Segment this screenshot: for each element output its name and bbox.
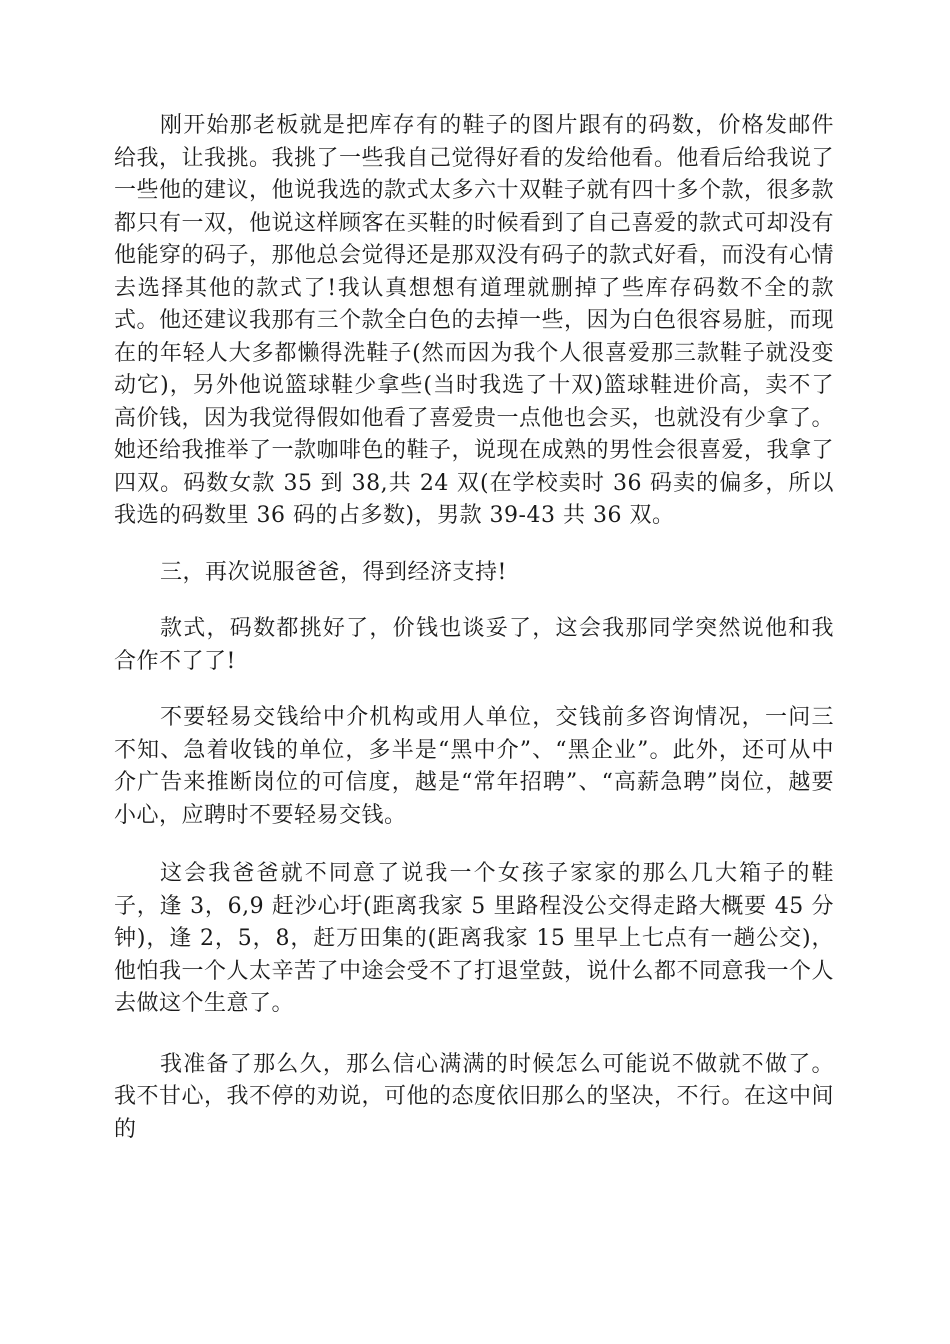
paragraph-father-disagrees: 这会我爸爸就不同意了说我一个女孩子家家的那么几大箱子的鞋子，逢 3，6,9 赶沙心圩(距离我家 5 里路程没公交得走路大概要 45 分钟)，逢 2，5，8，赶万田集的(距离我家 15 里早上七点有一趟公交)，他怕我一个人太辛苦了中途会受不了打退堂鼓，说什么都不同意我一个人去做这个生意了。 [114, 861, 835, 1016]
section-heading: 三，再次说服爸爸，得到经济支持! [160, 559, 507, 585]
paragraph-partner-quit: 款式，码数都挑好了，价钱也谈妥了，这会我那同学突然说他和我合作不了了! [114, 616, 834, 674]
document-body [114, 110, 834, 1146]
paragraph-persistence: 我准备了那么久，那么信心满满的时候怎么可能说不做就不做了。我不甘心，我不停的劝说，可他的态度依旧那么的坚决，不行。在这中间的 [114, 1051, 835, 1142]
paragraph-shoe-selection: 刚开始那老板就是把库存有的鞋子的图片跟有的码数，价格发邮件给我，让我挑。我挑了一些我自己觉得好看的发给他看。他看后给我说了一些他的建议，他说我选的款式太多六十双鞋子就有四十多个款，很多款都只有一双，他说这样顾客在买鞋的时候看到了自己喜爱的款式可却没有他能穿的码子，那他总会觉得还是那双没有码子的款式好看，而没有心情去选择其他的款式了!我认真想想有道理就删掉了些库存码数不全的款式。他还建议我那有三个款全白色的去掉一些，因为白色很容易脏，而现在的年轻人大多都懒得洗鞋子(然而因为我个人很喜爱那三款鞋子就没变动它)，另外他说篮球鞋少拿些(当时我选了十双)篮球鞋进价高，卖不了高价钱，因为我觉得假如他看了喜爱贵一点他也会买，也就没有少拿了。她还给我推举了一款咖啡色的鞋子，说现在成熟的男性会很喜爱，我拿了四双。码数女款 35 到 38,共 24 双(在学校卖时 36 码卖的偏多，所以我选的码数里 36 码的占多数)，男款 39-43 共 36 双。 [114, 113, 835, 528]
paragraph-agency-warning: 不要轻易交钱给中介机构或用人单位，交钱前多咨询情况，一问三不知、急着收钱的单位，多半是“黑中介”、“黑企业”。此外，还可从中介广告来推断岗位的可信度，越是“常年招聘”、“高薪急聘”岗位，越要小心，应聘时不要轻易交钱。 [114, 705, 834, 828]
